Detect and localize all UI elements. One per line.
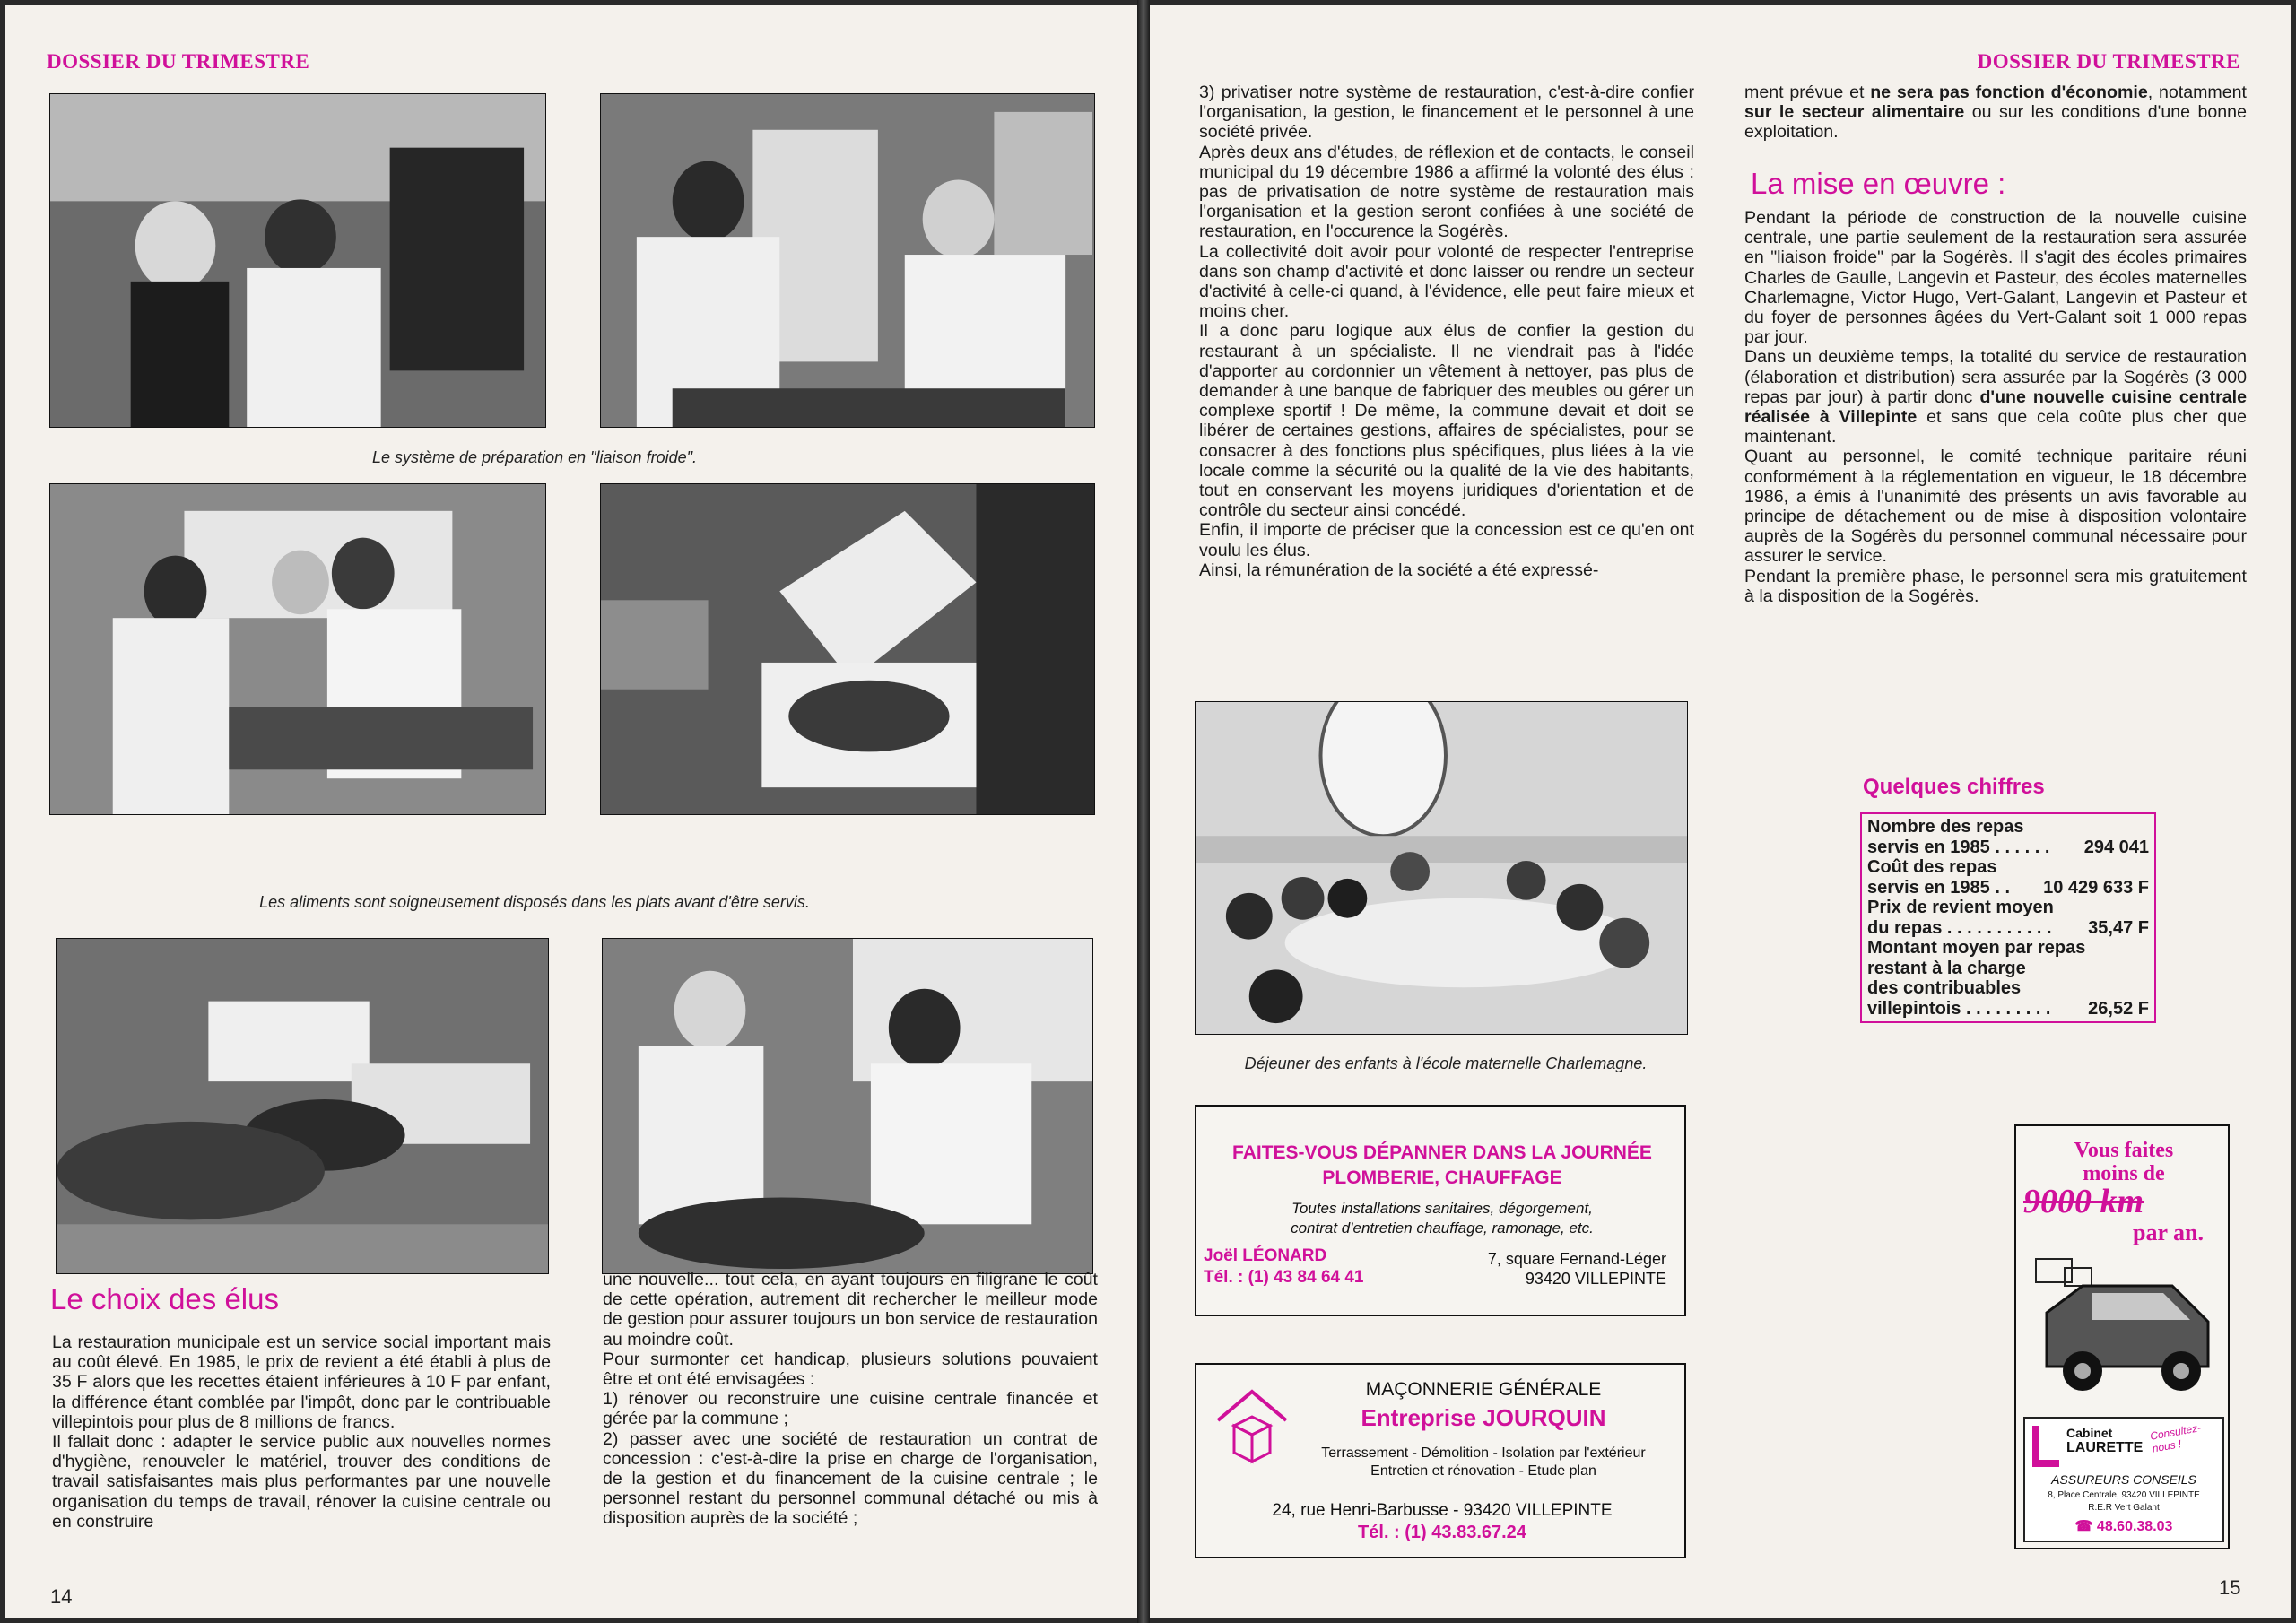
ad-headline: Vous faites — [2074, 1139, 2174, 1162]
ad-contact-name: Joël LÉONARD — [1204, 1246, 1327, 1265]
kitchen-photo-1 — [49, 93, 546, 428]
paragraph — [1744, 82, 2247, 143]
figures-box — [1860, 812, 2156, 1023]
figures-label: villepintois . . . . . . . . . — [1867, 998, 2051, 1019]
insurer-phone-number: 48.60.38.03 — [2096, 1519, 2173, 1534]
figures-row — [1867, 938, 2149, 959]
page-number: 14 — [50, 1585, 73, 1608]
figures-row — [1867, 918, 2149, 939]
figures-value: 26,52 F — [2088, 998, 2149, 1019]
insurer-cabinet: Cabinet — [2066, 1426, 2113, 1440]
kitchen-photo-5 — [56, 938, 549, 1274]
figures-row — [1867, 857, 2149, 878]
body-column-1 — [52, 1332, 551, 1532]
paragraph: La collectivité doit avoir pour volonté de respecter l'entreprise dans son champ d'activité et donc laisser ou rendre un secteur d'activité à celle-ci quand, à l'évidence, elle peut faire mieux et moins cher. — [1199, 241, 1694, 322]
section-kicker: DOSSIER DU TRIMESTRE — [47, 50, 310, 73]
figures-row — [1867, 978, 2149, 999]
paragraph: une nouvelle... tout cela, en ayant toujours en filigrane le coût de cette opération, autrement dit rechercher le meilleur mode de gestion pour assurer toujours un bon service de restauration au moindre coût. — [603, 1270, 1098, 1350]
paragraph: 3) privatiser notre système de restauration, c'est-à-dire confier l'organisation, la gestion, le financement et le personnel à une société privée. — [1199, 82, 1694, 143]
figures-label: servis en 1985 . . . . . . — [1867, 837, 2050, 857]
insurer-address: R.E.R Vert Galant — [2088, 1503, 2160, 1513]
body-column-4 — [1744, 208, 2247, 606]
ad-brand: Entreprise JOURQUIN — [1361, 1404, 1606, 1431]
ad-description: Terrassement - Démolition - Isolation par l'extérieur — [1321, 1445, 1646, 1461]
text-run: Dans un deuxième temps, la totalité du service de restauration (élaboration et distribution) sera assurée par la Sogérès (3 000 repas par jour) à partir donc — [1744, 347, 2247, 407]
car-icon — [2029, 1241, 2219, 1402]
figures-label: Nombre des repas — [1867, 817, 2024, 837]
section-heading: La mise en œuvre : — [1751, 167, 2006, 200]
figures-label: Prix de revient moyen — [1867, 898, 2054, 917]
masonry-ad — [1195, 1363, 1686, 1558]
figures-label: du repas . . . . . . . . . . . — [1867, 917, 2052, 938]
body-column-4-intro — [1744, 82, 2247, 143]
figures-value: 35,47 F — [2088, 917, 2149, 938]
figures-label: Montant moyen par repas — [1867, 938, 2086, 958]
figures-row — [1867, 959, 2149, 979]
figures-label: Coût des repas — [1867, 857, 1997, 877]
ad-description: Toutes installations sanitaires, dégorgement, — [1292, 1200, 1593, 1217]
insurer-logo — [2032, 1426, 2059, 1467]
spine-gutter — [1137, 0, 1150, 1623]
text-run: ou sur les conditions d'une bonne exploitation. — [1744, 102, 2247, 143]
figures-label: des contribuables — [1867, 978, 2022, 998]
kitchen-photo-4 — [600, 483, 1095, 815]
children-lunch-photo — [1195, 701, 1688, 1035]
figures-title: Quelques chiffres — [1863, 775, 2045, 799]
figures-label: restant à la charge — [1867, 958, 2026, 978]
paragraph: 1) rénover ou reconstruire une cuisine centrale financée et gérée par la commune ; — [603, 1389, 1098, 1429]
paragraph: Il a donc paru logique aux élus de confier la gestion du restaurant à un spécialiste. Il ne viendrait pas à l'idée d'apporter au cordonnier un vêtement à nettoyer, pas plus de demander à une banque de fabriquer des meubles ou gérer un complexe sportif ! De même, la commune devait et doit se libérer de certaines gestions, affaires de spécialistes, pour se consacrer à des fonctions plus spécifiques, plus liées à la vie locale comme la sécurité ou la qualité de la vie des habitants, tout en conservant les moyens juridiques d'orientation et de contrôle du secteur ainsi concédé. — [1199, 321, 1694, 521]
figures-row — [1867, 999, 2149, 1020]
insurer-address: 8, Place Centrale, 93420 VILLEPINTE — [2048, 1490, 2200, 1500]
ad-headline: moins de — [2083, 1162, 2165, 1185]
photo-caption-3: Déjeuner des enfants à l'école maternelle Charlemagne. — [1244, 1055, 1648, 1072]
photo-caption-1: Le système de préparation en "liaison froide". — [372, 448, 697, 466]
text-run: et sans que cela coûte plus cher que maintenant. — [1744, 407, 2247, 447]
body-column-3 — [1199, 82, 1694, 580]
page-number: 15 — [2219, 1576, 2241, 1599]
text-run: ment prévue et — [1744, 82, 1871, 102]
insurer-block — [2023, 1417, 2224, 1542]
insurer-tagline: Consultez-nous ! — [2149, 1421, 2203, 1455]
kitchen-photo-3 — [49, 483, 546, 815]
ad-headline: par an. — [2133, 1219, 2204, 1245]
figures-value: 294 041 — [2083, 837, 2149, 857]
kitchen-photo-6 — [602, 938, 1093, 1274]
figures-row — [1867, 878, 2149, 898]
figures-row — [1867, 817, 2149, 838]
right-page — [1150, 5, 2291, 1618]
paragraph: Ainsi, la rémunération de la société a été expressé- — [1199, 560, 1599, 580]
figures-value: 10 429 633 F — [2043, 877, 2149, 898]
text-run: , notamment — [2147, 82, 2247, 102]
ad-headline: FAITES-VOUS DÉPANNER DANS LA JOURNÉE — [1232, 1142, 1652, 1163]
insurer-phone — [2025, 1517, 2222, 1535]
text-run-bold: d'une nouvelle cuisine centrale réalisée à Villepinte — [1744, 386, 2247, 428]
figures-row — [1867, 898, 2149, 918]
paragraph: 2) passer avec une société de restauration un contrat de concession : c'est-à-dire la prise en charge de l'organisation, de la gestion et du financement de la cuisine centrale ; le personnel restant du personnel communal détaché ou mis à disposition auprès de la société ; — [603, 1428, 1098, 1529]
section-kicker: DOSSIER DU TRIMESTRE — [1977, 50, 2240, 73]
paragraph: Après deux ans d'études, de réflexion et de contacts, le conseil municipal du 19 décembre 1986 a affirmé la volonté des élus : pas de privatisation de notre système de restauration mais l'organisation et la gestion seront confiées à une société de restauration, en l'occurence la Sogérès. — [1199, 142, 1694, 242]
plumbing-ad — [1195, 1105, 1686, 1316]
paragraph: Pendant la période de construction de la nouvelle cuisine centrale, une partie seulement de la restauration sera assurée en "liaison froide" par la Sogérès. Il s'agit des écoles primaires Charles de Gaulle, Langevin et Pasteur, des écoles maternelles Charlemagne, Victor Hugo, Vert-Galant, Langevin et Pasteur et du foyer de personnes âgées du Vert-Galant soit 1 000 repas par jour. — [1744, 208, 2247, 348]
insurance-ad — [2014, 1124, 2230, 1549]
body-column-2 — [603, 1270, 1098, 1529]
figures-row — [1867, 838, 2149, 858]
ad-address: 93420 VILLEPINTE — [1525, 1270, 1666, 1288]
insurer-type: ASSUREURS CONSEILS — [2051, 1472, 2196, 1487]
paragraph: Enfin, il importe de préciser que la concession est ce qu'en ont voulu les élus. — [1199, 520, 1694, 560]
paragraph: Quant au personnel, le comité technique paritaire réuni conformément à la réglementation en vigueur, le 18 décembre 1986, a émis à l'unanimité des présents un avis favorable au principe de détachement ou de mise à disposition volontaire auprès de la Sogérès du personnel communal nécessaire pour assurer le service. — [1744, 447, 2247, 567]
paragraph: Pour surmonter cet handicap, plusieurs solutions pouvaient être et ont été envisagées : — [603, 1349, 1098, 1390]
ad-address: 24, rue Henri-Barbusse - 93420 VILLEPINTE — [1272, 1501, 1613, 1520]
phone-icon: ☎ — [2074, 1519, 2097, 1534]
paragraph — [1744, 347, 2247, 447]
ad-description: Entretien et rénovation - Etude plan — [1370, 1463, 1596, 1479]
ad-description: contrat d'entretien chauffage, ramonage, etc. — [1291, 1219, 1594, 1237]
paragraph: La restauration municipale est un service social important mais au coût élevé. En 1985, le prix de revient a été établi à plus de 35 F alors que les recettes étaient inférieures à 10 F par enfant, la différence étant comblée par l'impôt, donc par le contribuable villepintois pour plus de 8 millions de francs. — [52, 1332, 551, 1432]
house-icon — [1209, 1384, 1295, 1467]
ad-phone: Tél. : (1) 43 84 64 41 — [1204, 1268, 1364, 1287]
text-run-bold: sur le secteur alimentaire — [1744, 102, 1965, 123]
section-heading: Le choix des élus — [50, 1282, 279, 1315]
photo-caption-2: Les aliments sont soigneusement disposés dans les plats avant d'être servis. — [259, 893, 810, 911]
ad-headline: MAÇONNERIE GÉNÉRALE — [1365, 1379, 1602, 1400]
insurer-brand: LAURETTE — [2066, 1440, 2144, 1455]
kitchen-photo-2 — [600, 93, 1095, 428]
figures-label: servis en 1985 . . — [1867, 877, 2011, 898]
text-run-bold: ne sera pas fonction d'économie — [1870, 82, 2148, 102]
ad-address: 7, square Fernand-Léger — [1487, 1250, 1666, 1268]
ad-phone: Tél. : (1) 43.83.67.24 — [1358, 1523, 1526, 1542]
paragraph: Pendant la première phase, le personnel sera mis gratuitement à la disposition de la Sogérès. — [1744, 566, 2247, 606]
ad-headline: PLOMBERIE, CHAUFFAGE — [1322, 1167, 1562, 1188]
left-page — [5, 5, 1137, 1618]
ad-distance: 9000 km — [2023, 1183, 2144, 1220]
paragraph: Il fallait donc : adapter le service public aux nouvelles normes d'hygiène, renouveler le matériel, trouver des conditions de travail satisfaisantes mais plus performantes par une nouvelle organisation du temps de travail, rénover la cuisine centrale ou en construire — [52, 1432, 551, 1532]
